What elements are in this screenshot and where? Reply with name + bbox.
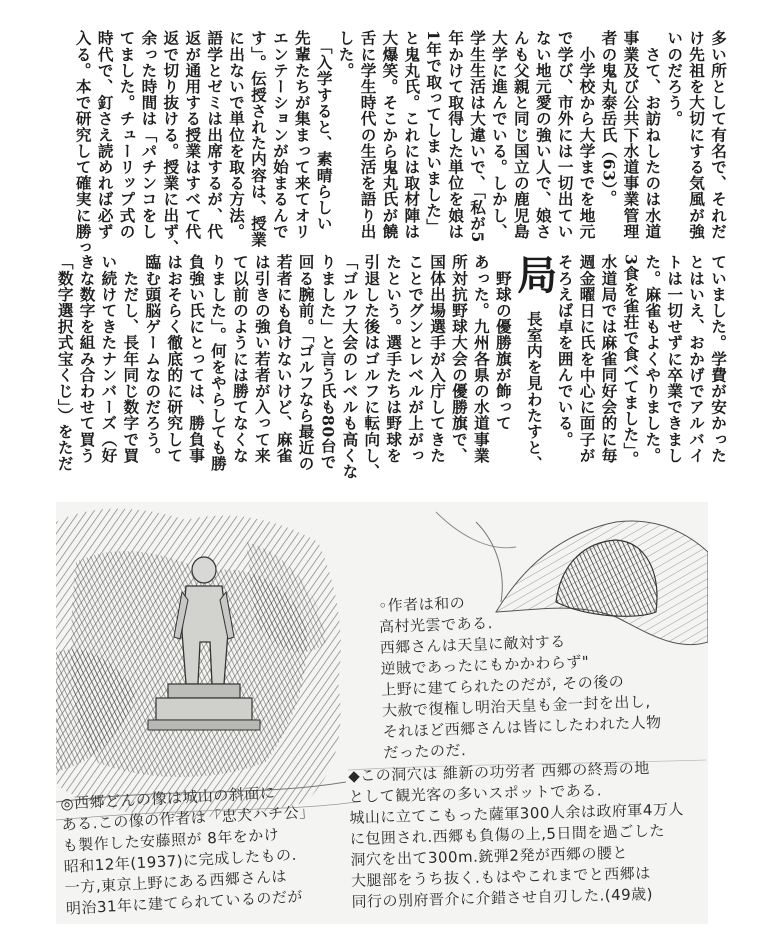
article-column-line: 多い所として有名で、それだ (709, 30, 728, 240)
article-column-line: 回る腕前。「ゴルフなら最近の (296, 254, 316, 472)
article-column-line: け先祖を大切にする気風が強 (687, 30, 707, 240)
article-column-line: りました」と言う氏も80台で (318, 254, 338, 470)
article-column-line: てました。チューリップ式の (117, 30, 137, 240)
article-column-line: 国体出場選手が入庁してきた (428, 254, 448, 464)
article-column-line: 野球の優勝旗が飾って (493, 254, 513, 432)
caption-cave-note: ◆この洞穴は 維新の功労者 西郷の終焉の地 として観光客の多いスポットである. 城山に立てこもった薩軍300人余は政府軍4万人 に包囲され.西郷も負傷の上,5日間を過ごした 洞穴を出て300m.銃弾2発が西郷の腰と 大腿部をうち抜く.もはやこれまでと西郷は 同行の別府晋介に介錯させ自刃した.(49歳) (348, 759, 685, 911)
article-column-line: た。麻雀もよくやりました。 (643, 254, 663, 464)
article-column-line: で学び、市外には一切出てい (555, 30, 575, 240)
article-column-line: ない地元愛の強い人で、娘さ (533, 30, 553, 240)
article-column-line: 時代で、釘さえ読めれば必ず (95, 30, 115, 240)
article-column-line: エンテーションが始まるんで (270, 30, 290, 240)
article-column-line: 余った時間は「パチンコをし (139, 30, 159, 240)
article-column-line: と鬼丸氏。これには取材陣は (402, 30, 422, 240)
article-column-line: 舌に学生時代の生活を語り出 (358, 30, 378, 240)
article-column-line: 負強い氏にとっては、勝負事 (187, 254, 207, 464)
article-column-line: そろえば卓を囲んでいる。 (555, 254, 575, 448)
article-column-line: いのだろう。 (665, 30, 685, 127)
article-column-line: ていました。学費が安かった (709, 254, 728, 464)
article-column-line: い続けてきたナンバーズ（好 (99, 254, 119, 464)
article-column-line: 「ゴルフ大会のレベルも高くな (340, 254, 360, 480)
article-column-line: 大爆笑。そこから鬼丸氏が饒 (380, 30, 400, 240)
caption-sculptor-note: ◦作者は和の 高村光雲である. 西郷さんは天皇に敵対する 逆賊であったにもかかわらず" 上野に建てられたのだが, その後の 大赦で復権し明治天皇も金一封を出し, それほど西郷さんは皆にしたわれた人物 だったのだ. (378, 593, 662, 762)
article-column-line: 年かけて取得した単位を娘は (446, 30, 466, 240)
article-column-line: 返で切り抜ける。授業に出ず、 (161, 30, 181, 256)
article-column-line: 返が通用する授業はすべて代 (183, 30, 203, 240)
article-column-line: 「入学すると、素晴らしい (314, 30, 334, 232)
article-column-line: 局 長室内を見わたすと、 (510, 254, 558, 472)
article-column-line: は引きの強い若者が入って来 (252, 254, 272, 464)
article-column-line: たという。選手たちは野球を (384, 254, 404, 464)
article-column-line: ことでグンとレベルが上がっ (406, 254, 426, 464)
article-text-upper (36, 30, 729, 270)
article-column-line: す」。伝授された内容は、授業 (248, 30, 268, 248)
caption-statue-note: ◎西郷どんの像は城山の斜面に ある.この像の作者は「忠犬ハチ公」 も製作した安藤照が 8年をかけ 昭和12年(1937)に完成したもの. 一方,東京上野にある西郷さんは 明治31年に建てられているのだが (60, 783, 316, 918)
article-columns-upper (72, 30, 729, 270)
article-column-line: きな数字を組み合わせて買う (77, 254, 97, 464)
article-column-line: 1年で取ってしまいました」 (424, 30, 444, 235)
article-column-line: 引退した後はゴルフに転向し、 (362, 254, 382, 480)
article-column-line: 「数字選択式宝くじ」）をただ (55, 254, 75, 472)
article-column-line: 語学とゼミは出席するが、代 (205, 30, 225, 240)
article-column-line: に出ないで単位を取る方法。 (227, 30, 247, 240)
article-column-line: とはいえ、おかげでアルバイ (687, 254, 707, 464)
article-column-line: トは一切せずに卒業できまし (665, 254, 685, 464)
article-column-line: 先輩たちが集まって来てオリ (292, 30, 312, 240)
article-column-line: 3食を雀荘で食べてました」。 (621, 254, 641, 467)
article-column-line: 若者にも負けないけど、麻雀 (274, 254, 294, 464)
article-column-line: りました」。何をやらしても勝 (208, 254, 228, 472)
article-column-line: て以前のようには勝てなくな (230, 254, 250, 464)
drop-cap-character: 局 (510, 254, 558, 295)
article-column-line: 入る。本で研究して確実に勝っ (73, 30, 93, 256)
article-column-line: さて、お訪ねしたのは水道 (643, 30, 663, 240)
article-column-line: 大学に進んでいる。しかし、 (489, 30, 509, 240)
article-column-line: 者の鬼丸泰岳氏（63）。 (599, 30, 619, 206)
article-column-line: んも父親と同じ国立の鹿児島 (511, 30, 531, 240)
article-column-line: 水道局では麻雀同好会的に毎 (599, 254, 619, 464)
article-column-line: 臨む頭脳ゲームなのだろう。 (143, 254, 163, 464)
article-text-lower (36, 254, 729, 480)
pencil-sketch-illustration (56, 502, 708, 924)
article-column-line: 週金曜日に氏を中心に面子が (577, 254, 597, 464)
article-column-line: 学生生活は大違いで、「私が5 (468, 30, 488, 243)
article-column-line: はおそらく徹底的に研究して (165, 254, 185, 464)
article-column-line: 小学校から大学までを地元 (577, 30, 597, 240)
article-column-line: ただし、長年同じ数字で買 (121, 254, 141, 464)
article-columns-lower (54, 254, 729, 480)
article-column-line: あった。九州各県の水道事業 (471, 254, 491, 464)
article-column-line: 所対抗野球大会の優勝旗で、 (449, 254, 469, 464)
article-column-line: 事業及び公共下水道事業管理 (621, 30, 641, 240)
article-column-line: した。 (336, 30, 356, 79)
